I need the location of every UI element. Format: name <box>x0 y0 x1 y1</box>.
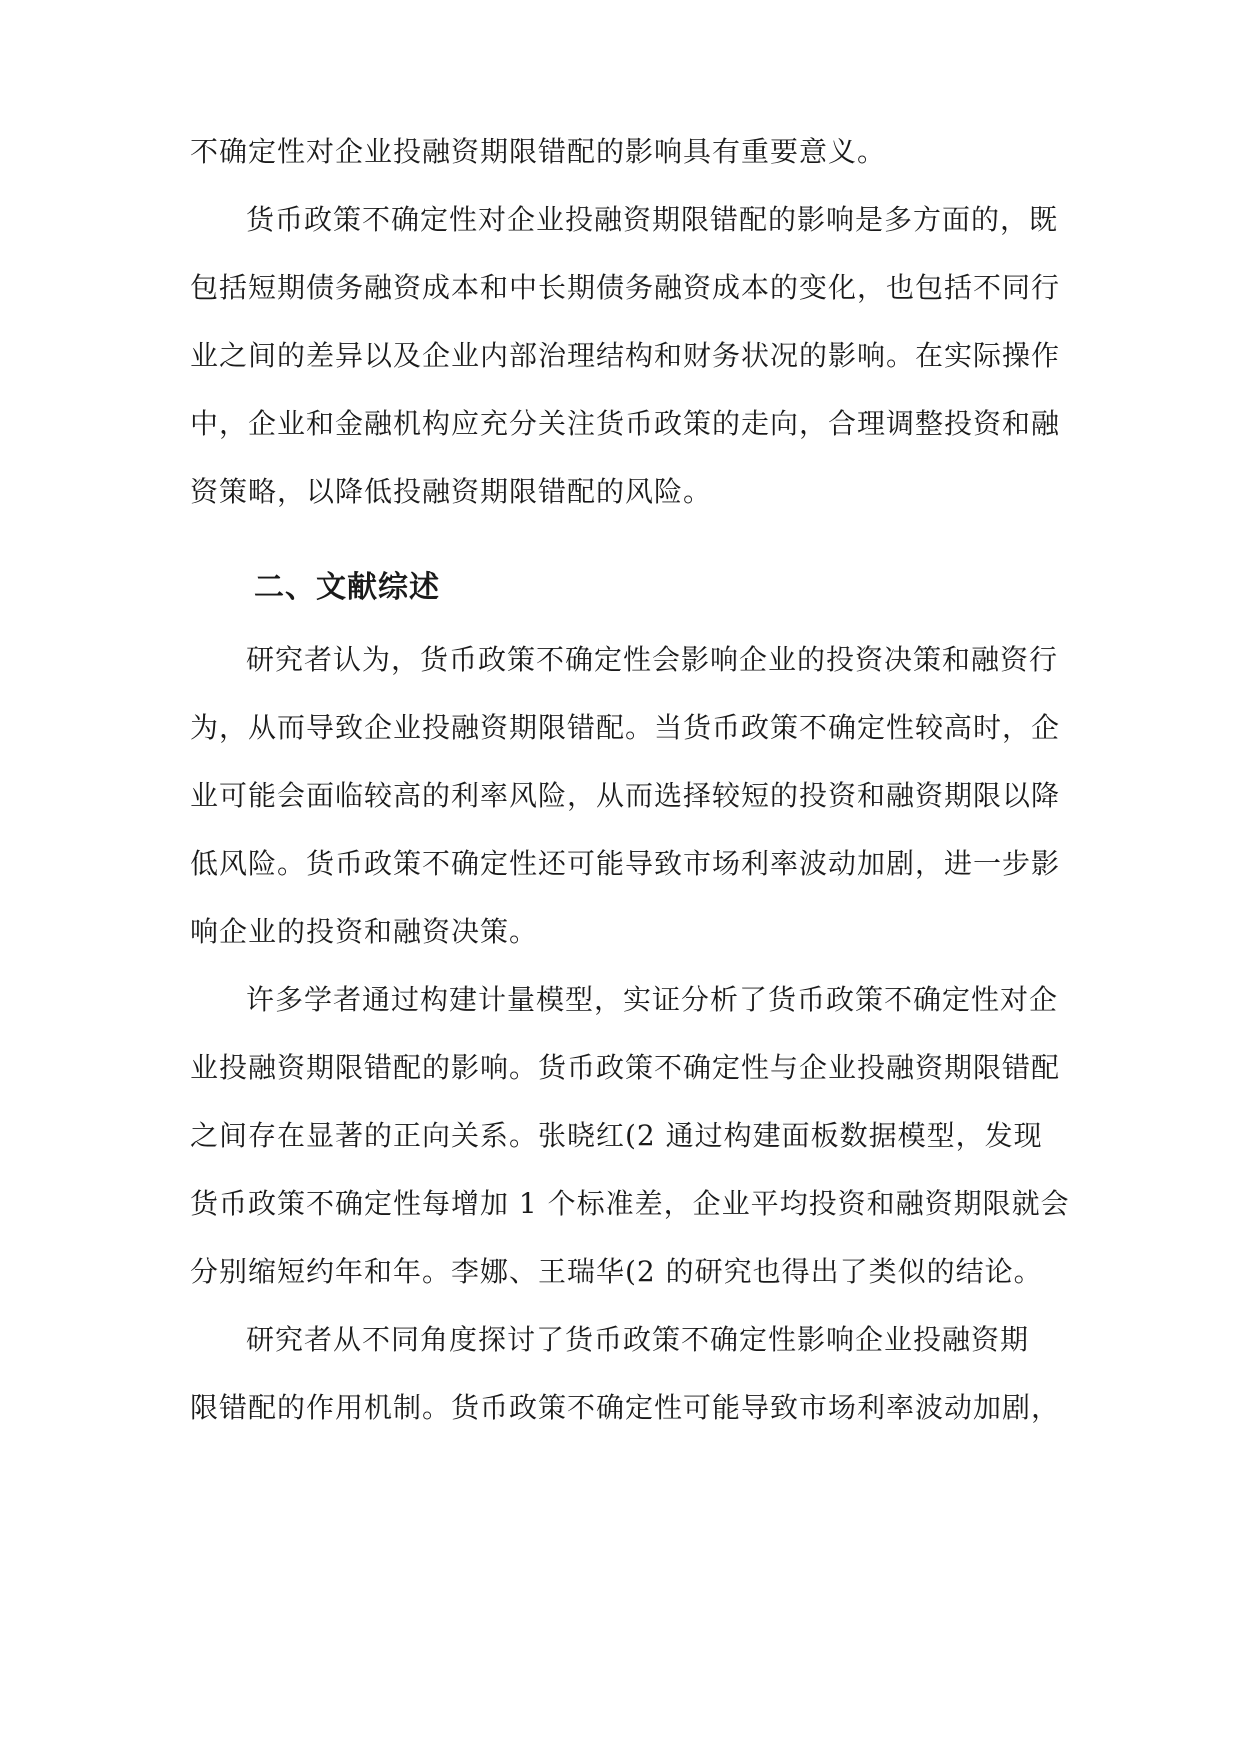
paragraph-line: 为，从而导致企业投融资期限错配。当货币政策不确定性较高时，企 <box>190 711 1061 744</box>
paragraph-line: 低风险。货币政策不确定性还可能导致市场利率波动加剧，进一步影 <box>190 847 1061 880</box>
paragraph-line: 包括短期债务融资成本和中长期债务融资成本的变化，也包括不同行 <box>190 271 1061 304</box>
section-heading: 二、文献综述 <box>254 570 440 605</box>
paragraph-line: 分别缩短约年和年。李娜、王瑞华(2 的研究也得出了类似的结论。 <box>190 1255 1043 1288</box>
paragraph-line: 研究者认为，货币政策不确定性会影响企业的投资决策和融资行 <box>246 643 1059 676</box>
paragraph-line: 不确定性对企业投融资期限错配的影响具有重要意义。 <box>190 135 887 168</box>
paragraph-line: 之间存在显著的正向关系。张晓红(2 通过构建面板数据模型，发现 <box>190 1119 1043 1152</box>
paragraph-line: 业投融资期限错配的影响。货币政策不确定性与企业投融资期限错配 <box>190 1051 1061 1084</box>
paragraph-line: 限错配的作用机制。货币政策不确定性可能导致市场利率波动加剧， <box>190 1391 1061 1424</box>
paragraph-line: 资策略，以降低投融资期限错配的风险。 <box>190 475 713 508</box>
paragraph-line: 中，企业和金融机构应充分关注货币政策的走向，合理调整投资和融 <box>190 407 1061 440</box>
paragraph-line: 许多学者通过构建计量模型，实证分析了货币政策不确定性对企 <box>246 983 1059 1016</box>
paragraph-line: 业之间的差异以及企业内部治理结构和财务状况的影响。在实际操作 <box>190 339 1061 372</box>
paragraph-line: 业可能会面临较高的利率风险，从而选择较短的投资和融资期限以降 <box>190 779 1061 812</box>
paragraph-line: 研究者从不同角度探讨了货币政策不确定性影响企业投融资期 <box>246 1323 1030 1356</box>
paragraph-line: 响企业的投资和融资决策。 <box>190 915 539 948</box>
paragraph-line: 货币政策不确定性对企业投融资期限错配的影响是多方面的，既 <box>246 203 1059 236</box>
paragraph-line: 货币政策不确定性每增加 1 个标准差，企业平均投资和融资期限就会 <box>190 1187 1070 1220</box>
